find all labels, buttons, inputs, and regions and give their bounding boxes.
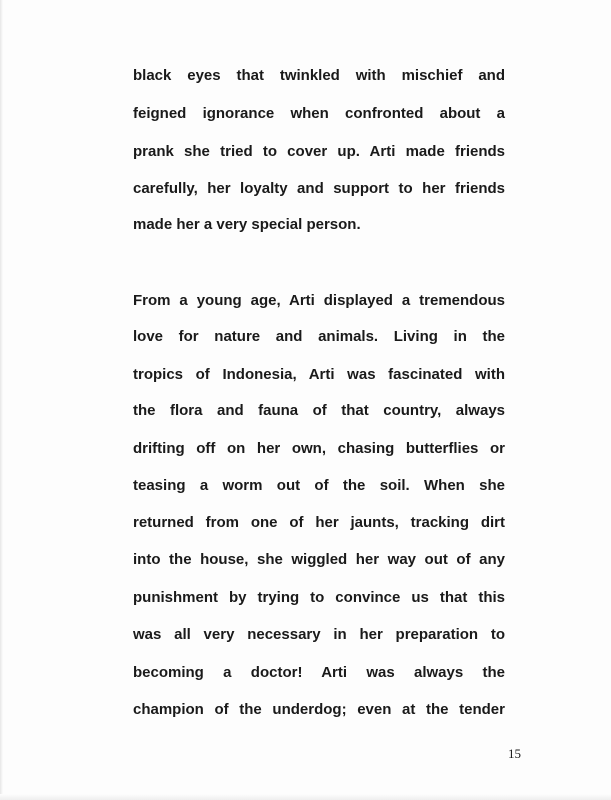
paragraph-2-line: champion of the underdog; even at the tender xyxy=(133,701,505,718)
paragraph-2-line: tropics of Indonesia, Arti was fascinated with xyxy=(133,366,505,383)
paragraph-2-line: becoming a doctor! Arti was always the xyxy=(133,664,505,681)
paragraph-2-line: the flora and fauna of that country, always xyxy=(133,402,505,419)
paragraph-2-line: teasing a worm out of the soil. When she xyxy=(133,477,505,494)
paragraph-2-line: punishment by trying to convince us that this xyxy=(133,589,505,606)
paragraph-1-line: made her a very special person. xyxy=(133,216,361,233)
page-number: 15 xyxy=(508,746,521,761)
paragraph-2-line: returned from one of her jaunts, tracking dirt xyxy=(133,514,505,531)
scan-shadow-left xyxy=(0,0,3,800)
paragraph-1-line: black eyes that twinkled with mischief and xyxy=(133,67,505,84)
paragraph-2-line: was all very necessary in her preparation to xyxy=(133,626,505,643)
paragraph-2-line: love for nature and animals. Living in the xyxy=(133,328,505,345)
paragraph-2-line: into the house, she wiggled her way out of any xyxy=(133,551,505,568)
paragraph-1-line: carefully, her loyalty and support to her friends xyxy=(133,180,505,197)
paragraph-1-line: prank she tried to cover up. Arti made friends xyxy=(133,143,505,160)
scan-shadow-bottom xyxy=(0,794,611,800)
paragraph-1-line: feigned ignorance when confronted about a xyxy=(133,105,505,122)
paragraph-2-line: From a young age, Arti displayed a tremendous xyxy=(133,292,505,309)
paragraph-2-line: drifting off on her own, chasing butterflies or xyxy=(133,440,505,457)
